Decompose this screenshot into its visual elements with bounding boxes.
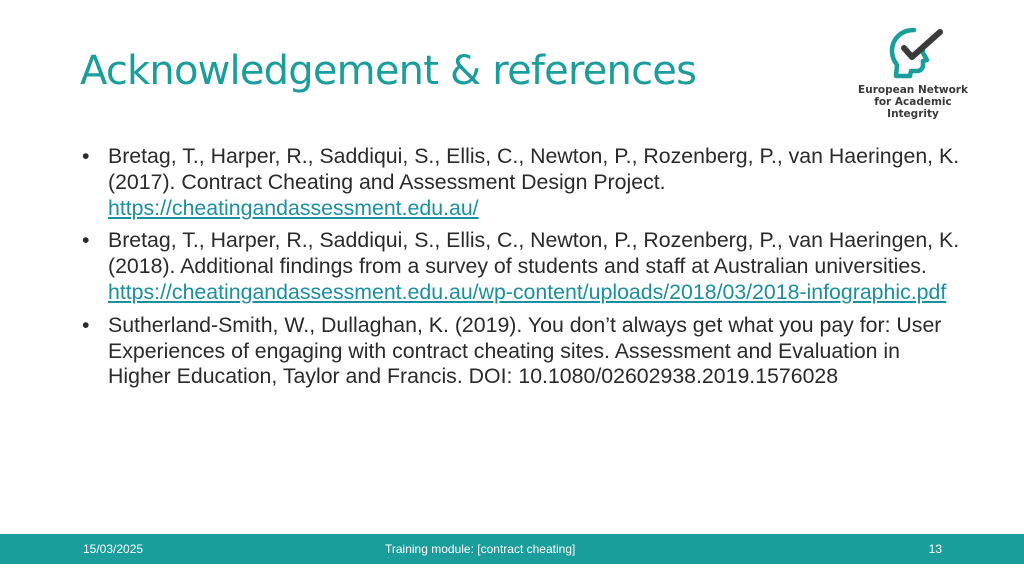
page-number: 13 — [928, 542, 942, 556]
logo-line-3: Integrity — [887, 108, 939, 120]
reference-text: Bretag, T., Harper, R., Saddiqui, S., Ellis, C., Newton, P., Rozenberg, P., van Haeringen, K. (2017). Contract Cheating and Assessment Design Project. — [108, 144, 960, 194]
reference-text: Bretag, T., Harper, R., Saddiqui, S., Ellis, C., Newton, P., Rozenberg, P., van Haeringen, K. (2018). Additional findings from a survey of students and staff at Australian universities. — [108, 228, 960, 279]
bullet: • — [82, 228, 90, 253]
reference-link[interactable]: https://cheatingandassessment.edu.au/ — [108, 195, 479, 220]
footer-date: 15/03/2025 — [83, 542, 144, 556]
reference-item — [82, 228, 962, 305]
enai-logo — [848, 26, 978, 130]
bullet: • — [82, 144, 90, 168]
logo-line-2: for Academic — [874, 96, 952, 108]
bullet: • — [82, 312, 90, 337]
head-check-icon — [884, 26, 944, 82]
reference-text: Sutherland-Smith, W., Dullaghan, K. (2019). You don’t always get what you pay for: User Experiences of engaging with contract cheating sites. Assessment and Evaluation in Higher Education, Taylor and Francis. DOI: 10.1080/02602938.2019.1576028 — [108, 312, 942, 389]
reference-list — [82, 144, 962, 397]
reference-item — [82, 144, 962, 221]
footer-module-title: Training module: [contract cheating] — [385, 542, 576, 556]
logo-text — [848, 84, 978, 120]
footer-bar — [0, 534, 1024, 564]
reference-item — [82, 313, 962, 390]
logo-line-1: European Network — [858, 84, 968, 96]
reference-link[interactable]: https://cheatingandassessment.edu.au/wp-content/uploads/2018/03/2018-infographic.pdf — [108, 279, 947, 304]
slide-title: Acknowledgement & references — [80, 48, 697, 94]
